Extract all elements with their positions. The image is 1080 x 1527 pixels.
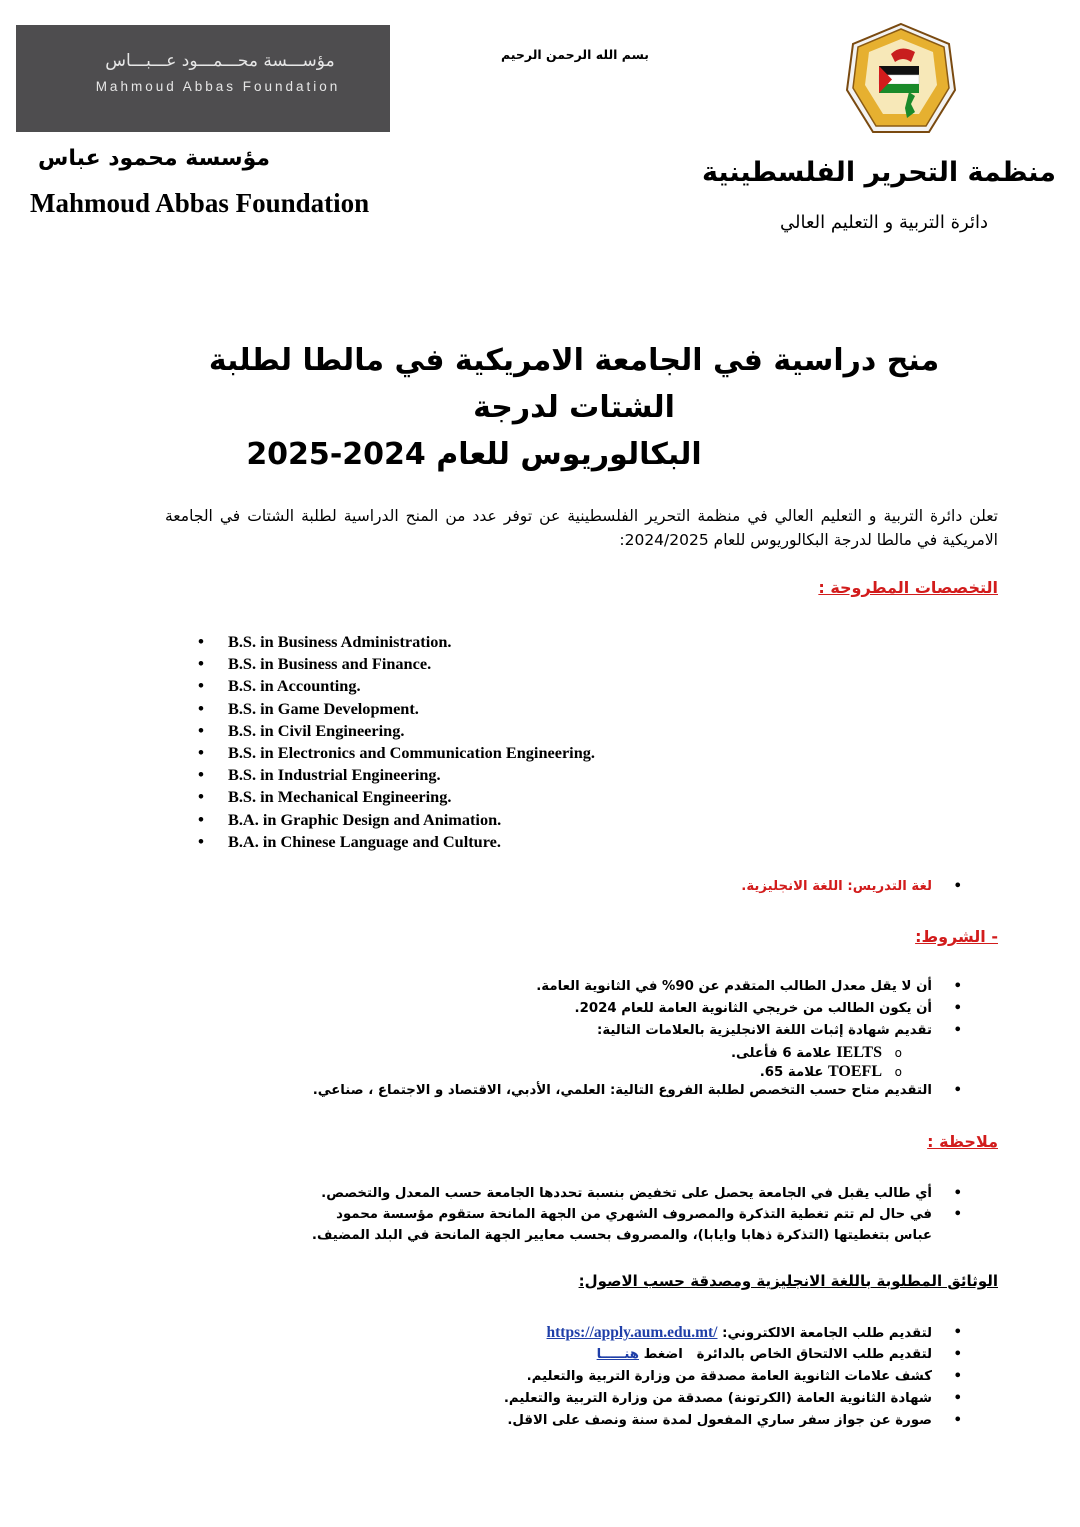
- language-item: • لغة التدريس: اللغة الانجليزية.: [741, 879, 962, 894]
- list-item: • صورة عن جواز سفر ساري المفعول لمدة سنة ونصف على الاقل.: [507, 1413, 962, 1428]
- condition-text: التقديم متاح حسب التخصص لطلبة الفروع التالية: العلمي، الأدبي، الاقتصاد و الاجتماع ، صناعي.: [312, 1083, 932, 1098]
- plo-emblem-icon: [845, 22, 957, 138]
- department-name: دائرة التربية و التعليم العالي: [779, 212, 988, 233]
- list-item: • B.S. in Electronics and Communication Engineering.: [198, 742, 595, 764]
- intro-paragraph: تعلن دائرة التربية و التعليم العالي في منظمة التحرير الفلسطينية عن توفر عدد من المنح الدراسية لطلبة الشتات في الجامعة الامريكية في مالطا لدرجة البكالوريوس للعام 2024/2025:: [165, 507, 998, 549]
- condition-text: أن يكون الطالب من خريجي الثانوية العامة للعام 2024.: [574, 1001, 932, 1016]
- document-text: كشف علامات الثانوية العامة مصدقة من وزارة التربية والتعليم.: [526, 1369, 932, 1384]
- banner-english-text: Mahmoud Abbas Foundation: [95, 79, 341, 94]
- apply-link[interactable]: https://apply.aum.edu.mt/: [546, 1324, 718, 1341]
- note-text: أي طالب يقبل في الجامعة يحصل على تخفيض بنسبة تحددها الجامعة حسب المعدل والتخصص.: [321, 1186, 932, 1201]
- note-text: في حال لم تتم تغطية التذكرة والمصروف الشهري من الجهة المانحة ستقوم مؤسسة محمود عباس بتغطيتها (التذكرة ذهابا وايابا)، والمصروف بحسب معايير الجهة المانحة في البلد المضيف.: [311, 1207, 932, 1243]
- click-label: اضغط: [643, 1347, 683, 1362]
- organization-name: منظمة التحرير الفلسطينية: [702, 157, 1056, 188]
- documents-list: [400, 1322, 962, 1432]
- list-item: • لتقديم طلب الالتحاق الخاص بالدائرة اضغط هنـــــا: [596, 1347, 962, 1362]
- title-line-1: منح دراسية في الجامعة الامريكية في مالطا لطلبة الشتات لدرجة: [208, 343, 940, 425]
- toefl-requirement: o TOEFL علامة 65.: [759, 1063, 902, 1080]
- condition-text: تقديم شهادة إثبات اللغة الانجليزية بالعلامات التالية:: [597, 1023, 932, 1038]
- documents-heading: الوثائق المطلوبة باللغة الانجليزية ومصدقة حسب الاصول:: [578, 1272, 998, 1290]
- dept-apply-label: لتقديم طلب الالتحاق الخاص بالدائرة: [696, 1347, 932, 1362]
- list-item: • B.S. in Mechanical Engineering.: [198, 786, 595, 808]
- list-item: • أن لا يقل معدل الطالب المتقدم عن 90% في الثانوية العامة.: [536, 979, 962, 994]
- document-text: شهادة الثانوية العامة (الكرتونة) مصدقة من وزارة التربية والتعليم.: [503, 1391, 932, 1406]
- list-item: • كشف علامات الثانوية العامة مصدقة من وزارة التربية والتعليم.: [526, 1369, 962, 1384]
- toefl-label: TOEFL: [828, 1063, 882, 1080]
- list-item: • أن يكون الطالب من خريجي الثانوية العامة للعام 2024.: [574, 1001, 962, 1016]
- note-heading: ملاحظة :: [927, 1132, 998, 1151]
- teaching-language: لغة التدريس: اللغة الانجليزية.: [741, 879, 932, 894]
- list-item: • B.S. in Accounting.: [198, 675, 595, 697]
- list-item: • في حال لم تتم تغطية التذكرة والمصروف الشهري من الجهة المانحة ستقوم مؤسسة محمود عباس بتغطيتها (التذكرة ذهابا وايابا)، والمصروف بحسب معايير الجهة المانحة في البلد المضيف.: [311, 1207, 962, 1243]
- list-item: • B.S. in Business Administration.: [198, 631, 595, 653]
- list-item: • B.S. in Civil Engineering.: [198, 720, 595, 742]
- list-item: • شهادة الثانوية العامة (الكرتونة) مصدقة من وزارة التربية والتعليم.: [503, 1391, 962, 1406]
- document-text: صورة عن جواز سفر ساري المفعول لمدة سنة ونصف على الاقل.: [507, 1413, 932, 1428]
- list-item: • B.S. in Game Development.: [198, 698, 595, 720]
- foundation-banner-logo: [16, 25, 390, 132]
- list-item: • التقديم متاح حسب التخصص لطلبة الفروع التالية: العلمي، الأدبي، الاقتصاد و الاجتماع ، صناعي.: [312, 1083, 962, 1098]
- list-item: • B.S. in Business and Finance.: [198, 653, 595, 675]
- foundation-name-arabic: مؤسسة محمود عباس: [37, 146, 270, 171]
- condition-text: أن لا يقل معدل الطالب المتقدم عن 90% في الثانوية العامة.: [536, 979, 932, 994]
- ielts-requirement: o IELTS علامة 6 فأعلى.: [730, 1044, 902, 1061]
- conditions-heading: - الشروط:: [915, 927, 998, 946]
- ielts-label: IELTS: [836, 1044, 882, 1061]
- list-item: • لتقديم طلب الجامعة الالكتروني: https://apply.aum.edu.mt/: [546, 1324, 962, 1341]
- dept-apply-link[interactable]: هنـــــا: [596, 1347, 639, 1362]
- majors-list: [198, 631, 595, 853]
- list-item: • B.A. in Chinese Language and Culture.: [198, 831, 595, 853]
- notes-list: [300, 1183, 962, 1246]
- list-item: • تقديم شهادة إثبات اللغة الانجليزية بالعلامات التالية:: [597, 1023, 962, 1038]
- list-item: • B.S. in Industrial Engineering.: [198, 764, 595, 786]
- ielts-score: علامة 6 فأعلى.: [730, 1046, 832, 1061]
- basmala: بسم الله الرحمن الرحيم: [501, 47, 649, 62]
- majors-heading: التخصصات المطروحة :: [818, 578, 998, 597]
- foundation-name-english: Mahmoud Abbas Foundation: [30, 188, 370, 218]
- apply-label: لتقديم طلب الجامعة الالكتروني:: [722, 1326, 932, 1341]
- list-item: • B.A. in Graphic Design and Animation.: [198, 809, 595, 831]
- list-item: • أي طالب يقبل في الجامعة يحصل على تخفيض بنسبة تحددها الجامعة حسب المعدل والتخصص.: [321, 1186, 962, 1201]
- document-title: [160, 337, 988, 478]
- banner-arabic-text: مؤســـسة محـــمـــود عـــبـــاس: [105, 51, 335, 71]
- toefl-score: علامة 65.: [759, 1065, 824, 1080]
- conditions-list: [300, 977, 962, 1103]
- title-line-2: البكالوريوس للعام 2024-2025: [246, 437, 702, 472]
